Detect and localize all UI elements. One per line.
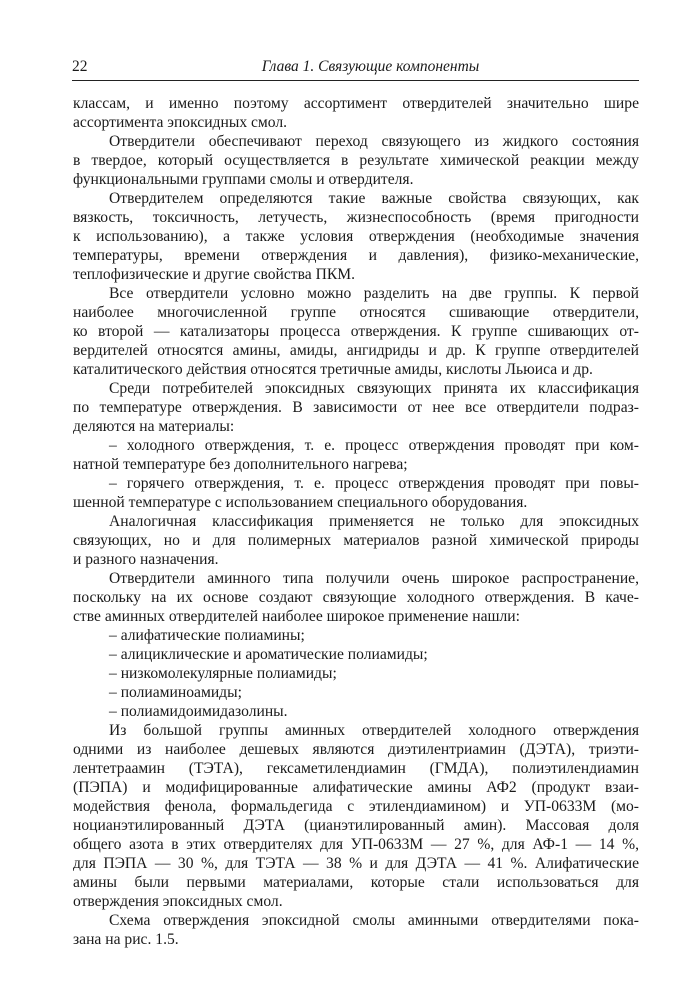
paragraph [73, 702, 639, 721]
text-line: лентетраамин (ТЭТА), гексаметилендиамин (ГМДА), полиэтилендиамин [73, 760, 639, 777]
text-line: Среди потребителей эпоксидных связующих принята их классификация [109, 380, 639, 397]
text-line: ноцианэтилированный ДЭТА (цианэтилированный амин). Массовая доля [73, 817, 639, 834]
text-line: – алициклические и ароматические полиамиды; [109, 646, 428, 663]
text-line: – горячего отверждения, т. е. процесс отверждения проводят при повы- [109, 475, 639, 492]
text-line: температуры, времени отверждения и давления), физико-механические, [73, 247, 639, 264]
text-line: – алифатические полиамины; [109, 627, 305, 644]
text-line: поскольку на их основе создают связующие холодного отверждения. В каче- [73, 589, 639, 606]
text-line: функциональными группами смолы и отвердителя. [73, 171, 414, 188]
text-line: одними из наиболее дешевых являются диэтилентриамин (ДЭТА), триэти- [73, 741, 639, 758]
text-line: наиболее многочисленной группе относятся сшивающие отвердители, [73, 304, 639, 321]
text-line: к использованию), а также условия отверждения (необходимые значения [73, 228, 639, 245]
text-line: Схема отверждения эпоксидной смолы аминными отвердителями пока- [109, 912, 639, 929]
text-line: ассортимента эпоксидных смол. [73, 114, 288, 131]
text-line: – низкомолекулярные полиамиды; [109, 665, 337, 682]
text-line: в твердое, который осуществляется в результате химической реакции между [73, 152, 639, 169]
text-line: – холодного отверждения, т. е. процесс отверждения проводят при ком- [109, 437, 639, 454]
text-line: для ПЭПА — 30 %, для ТЭТА — 38 % и для ДЭТА — 41 %. Алифатические [73, 855, 639, 872]
paragraph [73, 474, 639, 512]
paragraph [73, 645, 639, 664]
text-line: общего азота в этих отвердителях для УП-0633М — 27 %, для АФ-1 — 14 %, [73, 836, 639, 853]
text-line: зана на рис. 1.5. [73, 931, 179, 948]
page-body [73, 94, 639, 949]
text-line: амины были первыми материалами, которые стали использоваться для [73, 874, 639, 891]
text-line: натной температуре без дополнительного нагрева; [73, 456, 408, 473]
paragraph [73, 132, 639, 189]
paragraph [73, 94, 639, 132]
text-line: шенной температуре с использованием специального оборудования. [73, 494, 528, 511]
text-line: и разного назначения. [73, 551, 219, 568]
text-line: Отвердители аминного типа получили очень широкое распространение, [109, 570, 639, 587]
paragraph [73, 512, 639, 569]
text-line: связующих, но и для полимерных материалов разной химической природы [73, 532, 639, 549]
text-line: (ПЭПА) и модифицированные алифатические амины АФ2 (продукт взаи- [73, 779, 639, 796]
paragraph [73, 626, 639, 645]
text-line: – полиамидоимидазолины. [109, 703, 288, 720]
paragraph [73, 664, 639, 683]
paragraph [73, 569, 639, 626]
text-line: Аналогичная классификация применяется не только для эпоксидных [109, 513, 639, 530]
text-line: стве аминных отвердителей наиболее широкое применение нашли: [73, 608, 520, 625]
paragraph [73, 721, 639, 911]
text-line: теплофизические и другие свойства ПКМ. [73, 266, 356, 283]
chapter-title: Глава 1. Связующие компоненты [261, 58, 480, 75]
text-line: вязкость, токсичность, летучесть, жизнеспособность (время пригодности [73, 209, 639, 226]
paragraph [73, 911, 639, 949]
text-line: Все отвердители условно можно разделить на две группы. К первой [109, 285, 639, 302]
text-line: модействия фенола, формальдегида с этилендиамином) и УП-0633М (мо- [73, 798, 639, 815]
text-line: каталитического действия относятся третичные амиды, кислоты Льюиса и др. [73, 361, 593, 378]
paragraph [73, 284, 639, 379]
text-line: вердителей относятся амины, амиды, ангидриды и др. К группе отвердителей [73, 342, 639, 359]
paragraph [73, 379, 639, 436]
text-line: деляются на материалы: [73, 418, 235, 435]
text-line: – полиаминоамиды; [109, 684, 242, 701]
text-line: по температуре отверждения. В зависимости от нее все отвердители подраз- [73, 399, 639, 416]
paragraph [73, 436, 639, 474]
paragraph [73, 683, 639, 702]
text-line: Из большой группы аминных отвердителей холодного отверждения [109, 722, 639, 739]
paragraph [73, 189, 639, 284]
text-line: Отвердителем определяются такие важные свойства связующих, как [109, 190, 639, 207]
page-number: 22 [72, 58, 88, 75]
text-line: ко второй — катализаторы процесса отверждения. К группе сшивающих от- [73, 323, 639, 340]
text-line: отверждения эпоксидных смол. [73, 893, 283, 910]
text-line: классам, и именно поэтому ассортимент отвердителей значительно шире [73, 95, 639, 112]
running-header [72, 56, 639, 81]
text-line: Отвердители обеспечивают переход связующего из жидкого состояния [109, 133, 639, 150]
